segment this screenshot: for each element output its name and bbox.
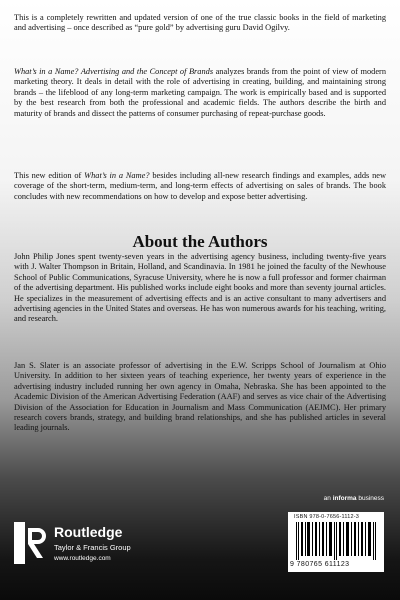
informa-suffix: business (356, 495, 384, 502)
informa-brand: informa (332, 495, 357, 502)
barcode-digits: 9 780765 611123 (290, 561, 350, 568)
informa-prefix: an (323, 495, 333, 502)
publisher-url: www.routledge.com (54, 555, 111, 562)
routledge-r-logo-icon (14, 522, 48, 564)
publisher-group: Taylor & Francis Group (54, 543, 131, 552)
book-title-italic: What’s in a Name? Advertising and the Concept of Brands (14, 67, 214, 76)
isbn-label: ISBN 978-0-7656-1112-3 (294, 514, 360, 520)
barcode-icon (294, 522, 378, 560)
informa-business-tag (324, 495, 384, 502)
author-bio-slater: Jan S. Slater is an associate professor of advertising in the E.W. Scripps School of Journalism at Ohio University. In addition to her sixteen years of teaching experience, her twenty years of experience in the advertising industry included running her own agency in Omaha, Nebraska. She has been appointed to the Academic Division of the American Advertising Federation (AAF) and serves as vice chair of the Advertising Division of the Association for Education in Journalism and Mass Communication (AEJMC). Her primary research covers brands, strategy, and building brand relationships, and she has published articles in several leading journals. (14, 361, 386, 433)
publisher-name: Routledge (54, 524, 123, 540)
blurb-paragraph-2-text: analyzes brands from the point of view of modern marketing theory. It deals in detail with the role of advertising in creating, building, and maintaining strong brands – the lifeblood of any long-term marketing campaign. The work is empirically based and is supported by the best research from both the professional and academic fields. The authors describe the birth and maturity of brands and dissect the patterns of consumer purchasing of repeat-purchase goods. (14, 67, 386, 118)
blurb-paragraph-1: This is a completely rewritten and updated version of one of the true classic books in the field of marketing and advertising – once described as “pure gold” by advertising guru David Ogilvy. (14, 13, 386, 33)
blurb-paragraph-3-text: besides including all-new research findings and examples, adds new coverage of the short-term, medium-term, and long-term effects of advertising on sales of brands. The book concludes with new recommendations on how to develop and expose better advertising. (14, 171, 386, 201)
author-bio-jones: John Philip Jones spent twenty-seven years in the advertising agency business, including twenty-five years with J. Walter Thompson in Britain, Holland, and Scandinavia. In 1981 he joined the faculty of the Newhouse School of Public Communications, Syracuse University, where he is now a full professor and former chairman of the advertising department. His published works include eight books and more than seventy journal articles. He specializes in the measurement of advertising effects and is an active consultant to many advertisers and advertising agencies in the United States and overseas. He has won numerous awards for his teaching, writing, and research. (14, 252, 386, 324)
blurb-paragraph-3 (14, 171, 386, 202)
barcode-panel (288, 512, 384, 572)
blurb-paragraph-2 (14, 67, 386, 119)
blurb-paragraph-3-lead: This new edition of (14, 171, 85, 180)
publisher-logo-block (14, 522, 174, 582)
about-authors-heading: About the Authors (132, 232, 268, 251)
book-title-short-italic: What’s in a Name? (84, 171, 150, 180)
